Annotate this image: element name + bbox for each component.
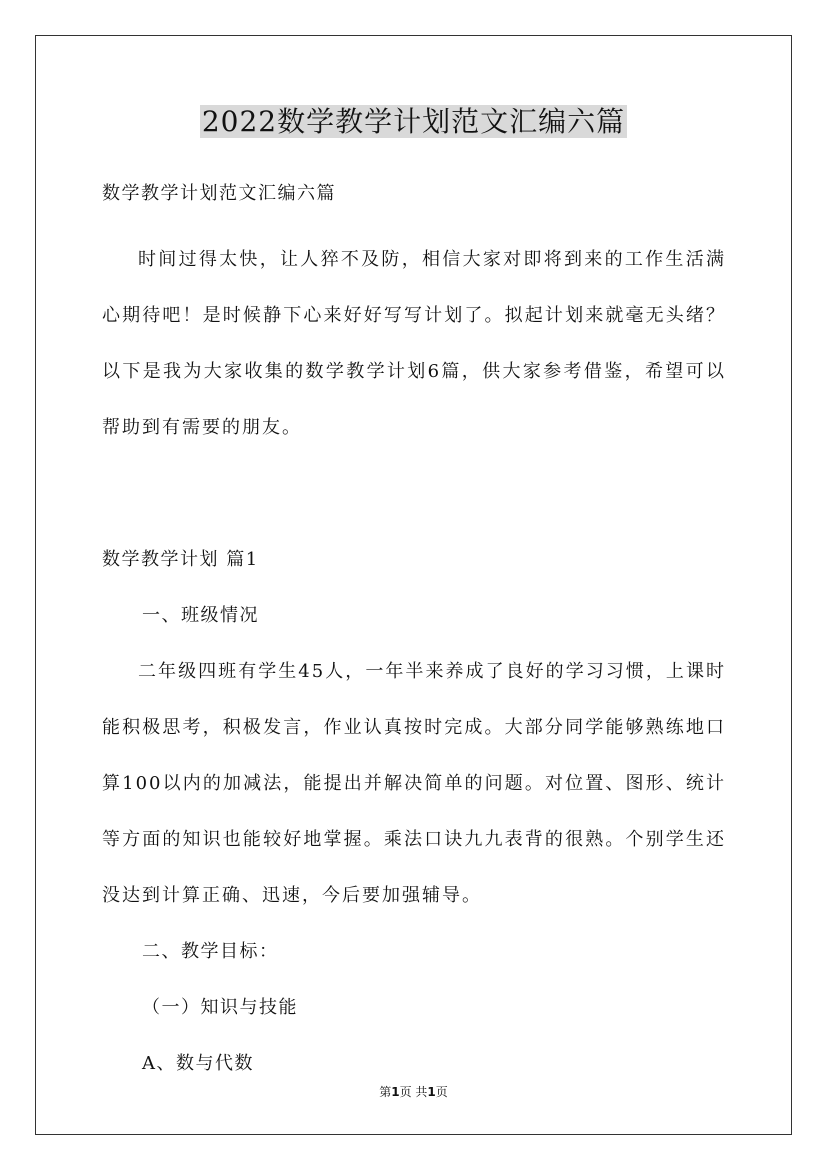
- section-heading: 数学教学计划 篇1: [102, 549, 259, 570]
- intro-paragraph: 时间过得太快，让人猝不及防，相信大家对即将到来的工作生活满心期待吧！是时候静下心来好好写写计划了。拟起计划来就毫无头绪？以下是我为大家收集的数学教学计划6篇，供大家参考借鉴，希望可以帮助到有需要的朋友。: [102, 249, 726, 438]
- document-title: [0, 100, 827, 144]
- knowledge-heading: （一）知识与技能: [142, 997, 298, 1018]
- footer-suffix: 页: [435, 1085, 448, 1099]
- page-number: 1: [391, 1085, 400, 1099]
- page-total: 1: [427, 1085, 436, 1099]
- class-paragraph: 二年级四班有学生45人，一年半来养成了良好的学习习惯，上课时能积极思考，积极发言，作业认真按时完成。大部分同学能够熟练地口算100以内的加减法，能提出并解决简单的问题。对位置、图形、统计等方面的知识也能较好地掌握。乘法口诀九九表背的很熟。个别学生还没达到计算正确、迅速，今后要加强辅导。: [102, 661, 726, 906]
- page-footer: [0, 1082, 827, 1102]
- subheading-a: A、数与代数: [142, 1053, 254, 1074]
- class-heading: 一、班级情况: [142, 605, 259, 626]
- subtitle: 数学教学计划范文汇编六篇: [102, 183, 336, 204]
- document-body: [102, 176, 726, 1092]
- goals-heading: 二、教学目标：: [142, 941, 279, 962]
- footer-mid: 页 共: [399, 1085, 428, 1099]
- title-text: 2022数学教学计划范文汇编六篇: [201, 105, 626, 138]
- footer-prefix: 第: [379, 1085, 392, 1099]
